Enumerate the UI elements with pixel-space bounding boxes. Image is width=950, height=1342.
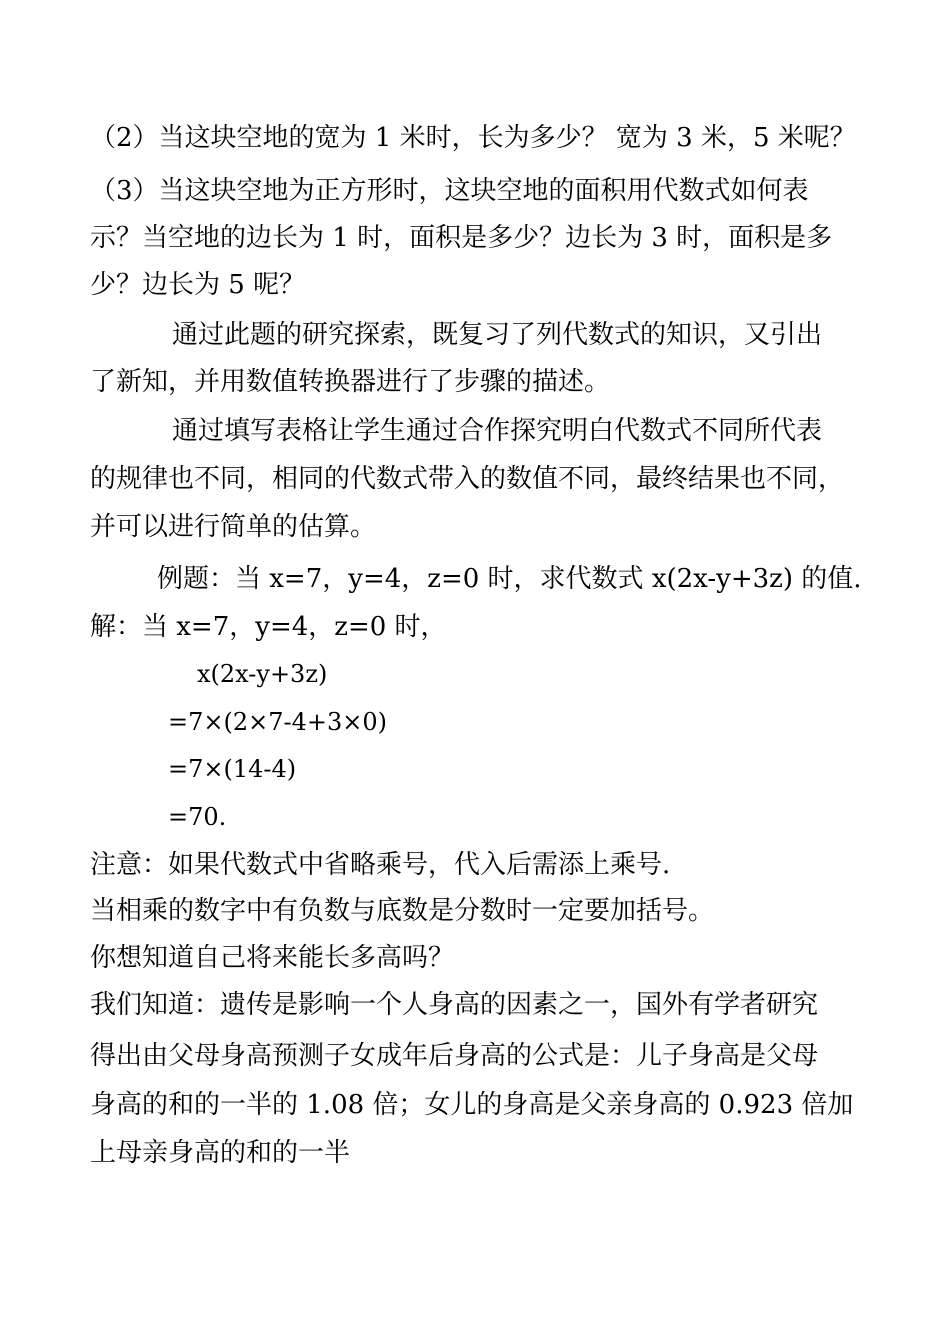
solution-step-1: =7×(2×7-4+3×0) bbox=[168, 708, 387, 736]
paragraph-1-line-1: 通过此题的研究探索，既复习了列代数式的知识，又引出 bbox=[172, 320, 823, 350]
solution-step-2: =7×(14-4) bbox=[168, 755, 297, 783]
paragraph-3-line-3: 身高的和的一半的 1.08 倍；女儿的身高是父亲身高的 0.923 倍加 bbox=[90, 1090, 854, 1120]
question-2-line: （2）当这块空地的宽为 1 米时，长为多少？ 宽为 3 米，5 米呢？ bbox=[90, 123, 856, 153]
paragraph-3-line-4: 上母亲身高的和的一半 bbox=[90, 1138, 351, 1168]
question-3-line-1: （3）当这块空地为正方形时，这块空地的面积用代数式如何表 bbox=[90, 176, 809, 206]
example-question: 例题：当 x=7，y=4，z=0 时，求代数式 x(2x-y+3z) 的值. bbox=[157, 564, 862, 594]
note-line-2: 当相乘的数字中有负数与底数是分数时一定要加括号。 bbox=[90, 896, 715, 926]
solution-result: =70. bbox=[168, 803, 227, 831]
question-3-line-2: 示？当空地的边长为 1 时，面积是多少？边长为 3 时，面积是多 bbox=[90, 223, 833, 253]
paragraph-3-line-2: 得出由父母身高预测子女成年后身高的公式是：儿子身高是父母 bbox=[90, 1041, 819, 1071]
solution-step-expression: x(2x-y+3z) bbox=[197, 660, 328, 688]
question-height: 你想知道自己将来能长多高吗？ bbox=[90, 943, 455, 973]
question-3-line-3: 少？边长为 5 呢？ bbox=[90, 270, 306, 300]
paragraph-3-line-1: 我们知道：遗传是影响一个人身高的因素之一，国外有学者研究 bbox=[90, 990, 819, 1020]
paragraph-1-line-2: 了新知，并用数值转换器进行了步骤的描述。 bbox=[90, 367, 611, 397]
paragraph-2-line-1: 通过填写表格让学生通过合作探究明白代数式不同所代表 bbox=[172, 416, 823, 446]
note-line-1: 注意：如果代数式中省略乘号，代入后需添上乘号. bbox=[90, 850, 671, 880]
paragraph-2-line-3: 并可以进行简单的估算。 bbox=[90, 512, 377, 542]
solution-intro: 解：当 x=7，y=4，z=0 时， bbox=[90, 612, 447, 642]
paragraph-2-line-2: 的规律也不同，相同的代数式带入的数值不同，最终结果也不同， bbox=[90, 464, 845, 494]
